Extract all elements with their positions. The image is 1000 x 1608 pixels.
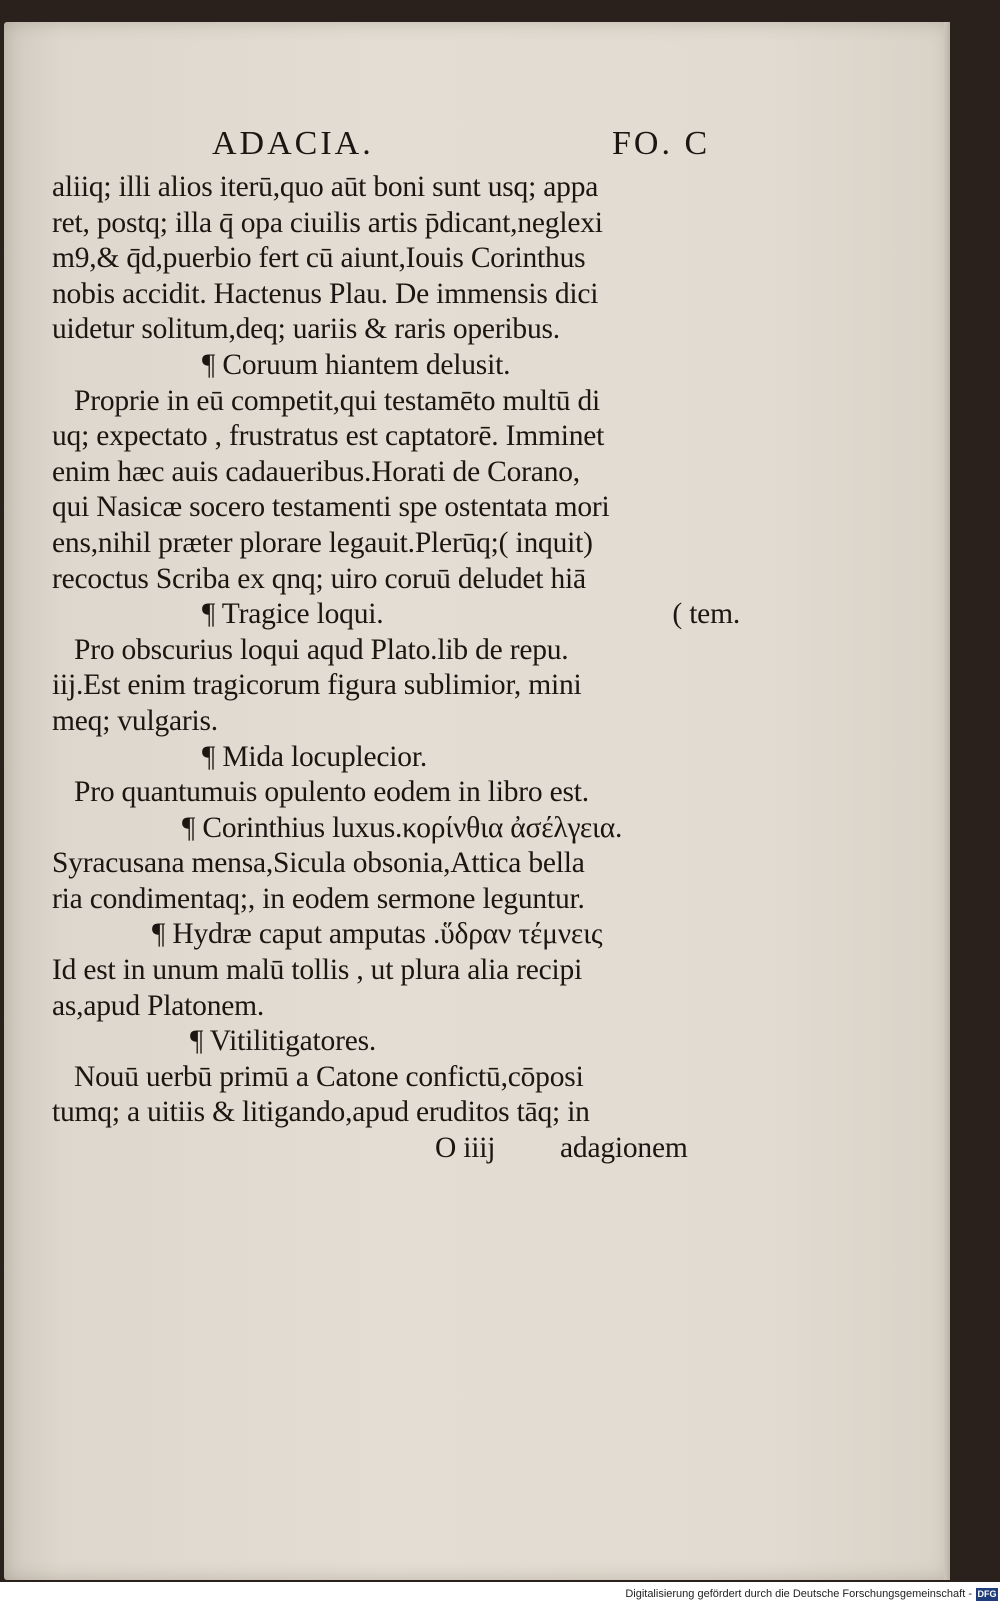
text-line: Pro quantumuis opulento eodem in libro est. — [74, 776, 589, 809]
adage-heading: ¶ Mida locuplecior. — [202, 740, 428, 773]
text-line: Id est in unum malū tollis , ut plura alia recipi — [52, 954, 583, 987]
text-line: ens,nihil præter plorare legauit.Plerūq;( inquit) — [52, 526, 593, 559]
adage-heading: ¶ Tragice loqui. — [202, 598, 384, 631]
text-line: uidetur solitum,deq; uariis & raris operibus. — [52, 313, 560, 346]
line-continuation: ( tem. — [672, 598, 740, 631]
text-line: Proprie in eū competit,qui testamēto multū di — [74, 384, 601, 417]
text-line: recoctus Scriba ex qnq; uiro coruū deludet hiā — [52, 562, 586, 595]
text-line: ria condimentaq;, in eodem sermone leguntur. — [52, 882, 585, 915]
text-line: Pro obscurius loqui aqud Plato.lib de repu. — [74, 633, 569, 666]
text-line: Nouū uerbū primū a Catone confictū,cōposi — [74, 1060, 584, 1093]
text-line: Syracusana mensa,Sicula obsonia,Attica bella — [52, 847, 585, 880]
catchline — [52, 1131, 752, 1167]
text-line: tumq; a uitiis & litigando,apud eruditos tāq; in — [52, 1096, 590, 1129]
adage-heading: ¶ Coruum hiantem delusit. — [202, 348, 511, 381]
text-line: m9,& q̄d,puerbio fert cū aiunt,Iouis Corinthus — [52, 242, 586, 275]
adage-heading: ¶ Corinthius luxus.κορίνθια ἀσέλγεια. — [182, 811, 623, 844]
text-line: nobis accidit. Hactenus Plau. De immensis dici — [52, 277, 599, 310]
running-header — [52, 124, 752, 170]
text-line: meq; vulgaris. — [52, 704, 218, 737]
signature-mark: O iiij — [435, 1132, 496, 1165]
text-line: enim hæc auis cadaueribus.Horati de Corano, — [52, 455, 580, 488]
text-line: qui Nasicæ socero testamenti spe ostentata mori — [52, 491, 610, 524]
text-line: as,apud Platonem. — [52, 989, 265, 1022]
dfg-logo: DFG — [977, 1589, 997, 1599]
folio-number: FO. C — [612, 125, 711, 162]
text-line: aliiq; illi alios iterū,quo aūt boni sunt usq; appa — [52, 171, 599, 203]
page-text — [52, 124, 752, 1167]
text-line: iij.Est enim tragicorum figura sublimior, mini — [52, 669, 582, 702]
digitization-footer — [0, 1582, 1000, 1608]
funding-credit: Digitalisierung gefördert durch die Deutsche Forschungsgemeinschaft - — [625, 1588, 972, 1600]
adage-heading: ¶ Vitilitigatores. — [190, 1025, 377, 1058]
adage-heading: ¶ Hydræ caput amputas .ὕδραν τέμνεις — [152, 918, 603, 951]
text-line: ret, postq; illa q̄ opa ciuilis artis p̄dicant,neglexi — [52, 206, 603, 239]
text-line: uq; expectato , frustratus est captatorē. Imminet — [52, 420, 605, 453]
running-title: ADACIA. — [212, 125, 374, 162]
book-page — [4, 22, 950, 1580]
catchword: adagionem — [560, 1132, 688, 1165]
adage-heading-row — [52, 597, 752, 633]
page-edge — [944, 22, 950, 1580]
